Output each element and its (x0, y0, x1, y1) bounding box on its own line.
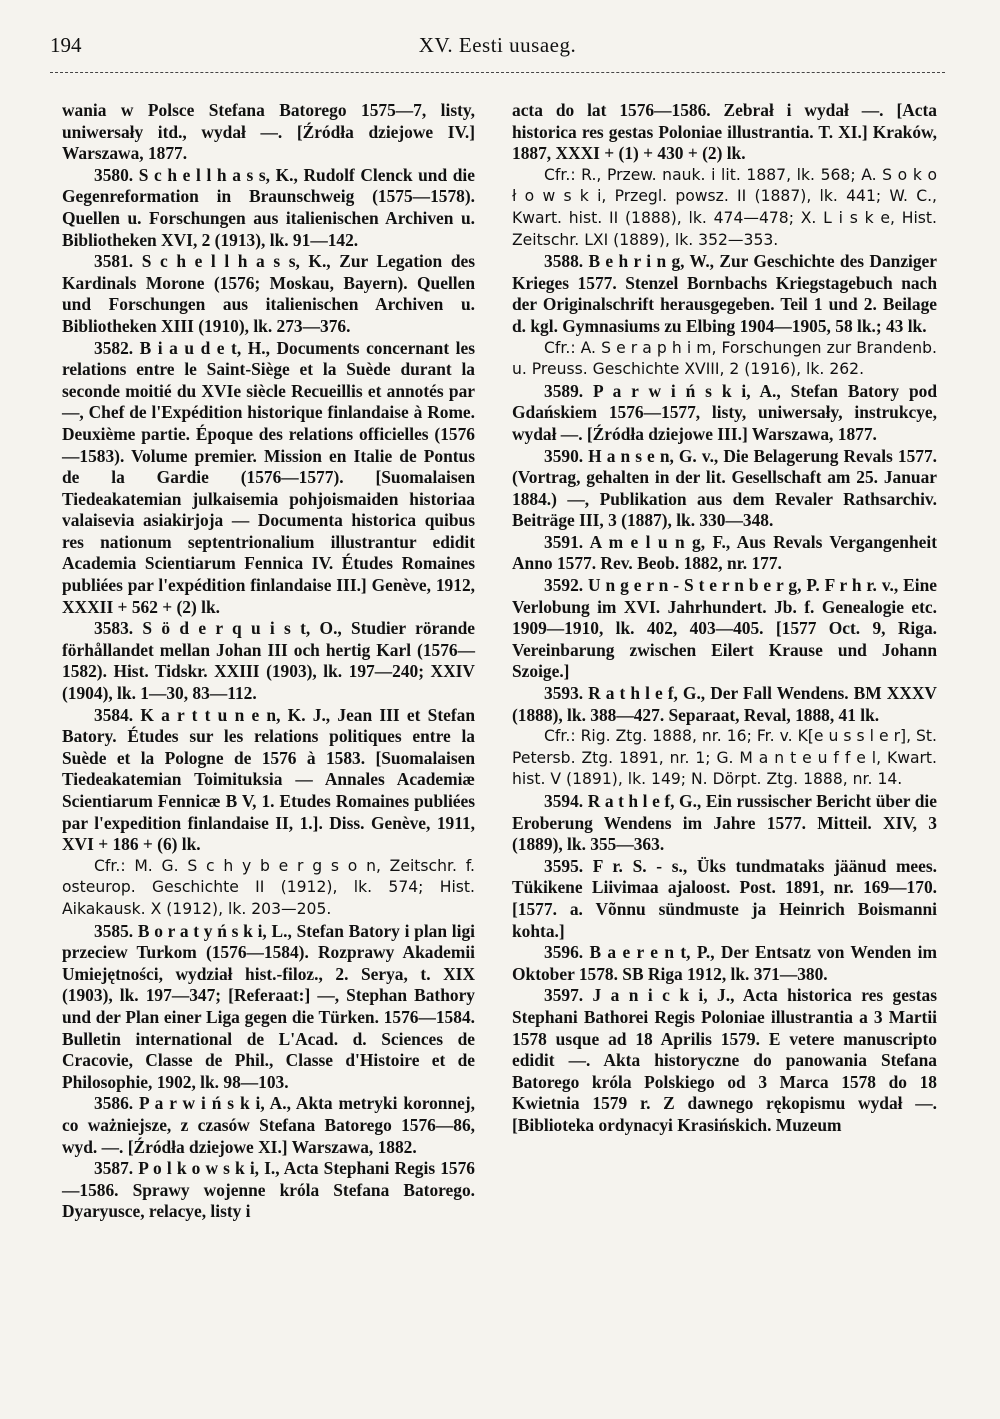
cfr-note: Cfr.: Rig. Ztg. 1888, nr. 16; Fr. v. K[e u s s l e r], St. Petersb. Ztg. 1891, nr. 1; G. M a n t e u f f e l, Kwart. hist. V (1891), lk. 149; N. Dörpt. Ztg. 1888, nr. 14. (512, 727, 937, 789)
bib-entry-3594: 3594. R a t h l e f, G., Ein russischer Bericht über die Eroberung Wendens im Jahre 1577. Mitteil. XIV, 3 (1889), lk. 355—363. (512, 791, 937, 855)
bib-entry-3590: 3590. H a n s e n, G. v., Die Belagerung Revals 1577. (Vortrag, gehalten in der lit. Gesellschaft am 25. Januar 1884.) —, Publikation aus dem Revaler Rathsarchiv. Beiträge III, 3 (1887), lk. 330—348. (512, 445, 937, 531)
bib-entry-3586: 3586. P a r w i ń s k i, A., Akta metryki koronnej, co ważniejsze, z czasów Stefana Batorego 1576—86, wyd. —. [Źródła dziejowe XI.] Warszawa, 1882. (62, 1093, 475, 1157)
bib-entry-3583: 3583. S ö d e r q u i s t, O., Studier rörande förhållandet mellan Johan III och hertig Karl (1576—1582). Hist. Tidskr. XXIII (1903), lk. 197—240; XXIV (1904), lk. 1—30, 83—112. (62, 618, 475, 704)
bib-entry-3591: 3591. A m e l u n g, F., Aus Revals Vergangenheit Anno 1577. Rev. Beob. 1882, nr. 177. (512, 531, 937, 574)
page-number: 194 (50, 33, 82, 57)
bib-entry-3589: 3589. P a r w i ń s k i, A., Stefan Batory pod Gdańskiem 1576—1577, listy, uniwersały, instrukcye, wydał —. [Źródła dziejowe III.] Warszawa, 1877. (512, 380, 937, 444)
cfr-note: Cfr.: R., Przew. nauk. i lit. 1887, lk. 568; A. S o k o ł o w s k i, Przegl. powsz. II (1887), lk. 441; W. C., Kwart. hist. II (1888), lk. 474—478; X. L i s k e, Hist. Zeitschr. LXI (1889), lk. 352—353. (512, 165, 937, 249)
bib-entry-3587: 3587. P o l k o w s k i, I., Acta Stephani Regis 1576—1586. Sprawy wojenne króla Stefana Batorego. Dyaryusce, relacye, listy i (62, 1158, 475, 1222)
header-rule (50, 72, 945, 73)
bib-entry-3581: 3581. S c h e l l h a s s, K., Zur Legation des Kardinals Morone (1576; Moskau, Bayern). Quellen und Forschungen aus italienischen Archiven u. Bibliotheken XIII (1910), lk. 273—376. (62, 251, 475, 336)
bib-entry-3580: 3580. S c h e l l h a s s, K., Rudolf Clenck und die Gegenreformation in Braunschweig (1575—1578). Quellen u. Forschungen aus italienischen Archiven u. Bibliotheken XVI, 2 (1913), lk. 91—142. (62, 164, 475, 250)
running-title: XV. Eesti uusaeg. (418, 33, 577, 57)
bib-entry-3597: 3597. J a n i c k i, J., Acta historica res gestas Stephani Bathorei Regis Poloniae illustrantia a 3 Martii 1578 usque ad 18 Aprilis 1579. E vetere manuscripto edidit —. Akta historyczne do panowania Stefana Batorego króla Polskiego od 3 Marca 1578 do 18 Kwietnia 1579 r. Z dawnego rękopismu wydał —. [Biblioteka ordynacyi Krasińskich. Muzeum (512, 985, 937, 1135)
bib-entry-3593: 3593. R a t h l e f, G., Der Fall Wendens. BM XXXV (1888), lk. 388—427. Separaat, Reval, 1888, 41 lk. (512, 683, 937, 725)
bib-entry-3582: 3582. B i a u d e t, H., Documents concernant les relations entre le Saint-Siège et la Suède durant la seconde moitié du XVIe siècle Recueillis et annotés par —, Chef de l'Expédition historique finlandaise à Rome. Deuxième partie. Époque des relations officielles (1576—1583). Volume premier. Mission en Italie de Pontus de la Gardie (1576—1577). [Suomalaisen Tiedeakatemian julkaisemia pohjoismaiden historiaa valaisevia asiakirjoja — Documenta historica quibus res nationum septentrionalium illustrantur edidit Academia Scientiarum Fennica IV. Études Romaines publiées par l'expédition finlandaise III.] Genève, 1912, XXXII + 562 + (2) lk. (62, 337, 475, 617)
bib-entry-3592: 3592. U n g e r n - S t e r n b e r g, P. F r h r. v., Eine Verlobung im XVI. Jahrhundert. Jb. f. Genealogie etc. 1909—1910, lk. 402, 403—405. [1577 Oct. 9, Riga. Vereinbarung zwischen Eilert Krause und Johann Szoige.] (512, 575, 937, 682)
bib-entry-3588: 3588. B e h r i n g, W., Zur Geschichte des Danziger Krieges 1577. Stenzel Bornbachs Kriegstagebuch nach der Originalschrift herausgegeben. Teil 1 und 2. Beilage d. kgl. Gymnasiums zu Elbing 1904—1905, 58 lk.; 43 lk. (512, 251, 937, 336)
page-header (50, 33, 945, 73)
bib-entry-3584: 3584. K a r t t u n e n, K. J., Jean III et Stefan Batory. Études sur les relations politiques entre la Suède et la Pologne de 1576 à 1583. [Suomalaisen Tiedeakatemian Toimituksia — Annales Academiæ Scientiarum Fennicæ B V, 1. Etudes Romaines publiées par l'expedition finlandaise II, 1.]. Diss. Genève, 1911, XVI + 186 + (6) lk. (62, 704, 475, 855)
cfr-note: Cfr.: M. G. S c h y b e r g s o n, Zeitschr. f. osteurop. Geschichte II (1912), lk. 574; Hist. Aikakausk. X (1912), lk. 203—205. (62, 856, 475, 918)
continuation-text: wania w Polsce Stefana Batorego 1575—7, listy, uniwersały itd., wydał —. [Źródła dziejowe IV.] Warszawa, 1877. (62, 100, 475, 164)
right-column (512, 100, 937, 1137)
left-column (62, 100, 475, 1223)
cfr-note: Cfr.: A. S e r a p h i m, Forschungen zur Brandenb. u. Preuss. Geschichte XVIII, 2 (1916), lk. 262. (512, 338, 937, 379)
bib-entry-3596: 3596. B a e r e n t, P., Der Entsatz von Wenden im Oktober 1578. SB Riga 1912, lk. 371—380. (512, 942, 937, 984)
continuation-text: acta do lat 1576—1586. Zebrał i wydał —. [Acta historica res gestas Poloniae illustrantia. T. XI.] Kraków, 1887, XXXI + (1) + 430 + (2) lk. (512, 100, 937, 164)
bib-entry-3585: 3585. B o r a t y ń s k i, L., Stefan Batory i plan ligi przeciew Turkom (1576—1584). Rozprawy Akademii Umiejętności, wydział hist.-filoz., 2. Serya, t. XIX (1903), lk. 197—347; [Referaat:] —, Stephan Bathory und der Plan einer Liga gegen die Türken. 1576—1584. Bulletin international de L'Acad. d. Sciences de Cracovie, Classe de Phil., Classe d'Histoire et de Philosophie, 1902, lk. 98—103. (62, 920, 475, 1092)
bib-entry-3595: 3595. F r. S. - s., Üks tundmataks jäänud mees. Tükikene Liivimaa ajaloost. Post. 1891, nr. 169—170. [1577. a. Võnnu sündmuste ja Heinrich Boismanni kohta.] (512, 855, 937, 941)
